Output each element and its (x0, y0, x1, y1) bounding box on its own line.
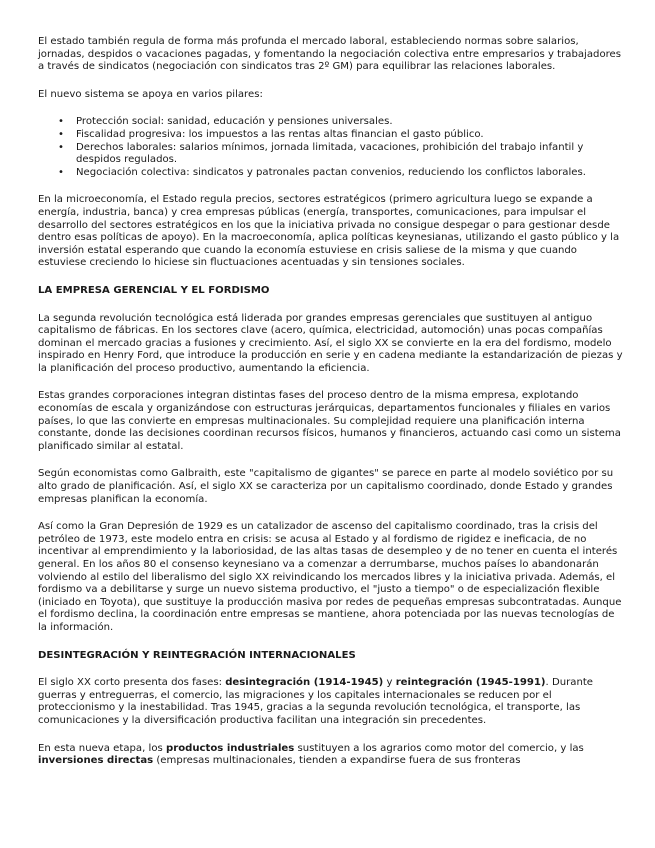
bullet-icon: • (58, 128, 64, 140)
section-heading-integration: DESINTEGRACIÓN Y REINTEGRACIÓN INTERNACIONALES (38, 649, 356, 661)
list-item: • Derechos laborales: salarios mínimos, jornada limitada, vacaciones, prohibición del trabajo infantil y despidos regulados. (76, 142, 623, 167)
list-item: • Negociación colectiva: sindicatos y patronales pactan convenios, reduciendo los conflictos laborales. (76, 167, 623, 180)
paragraph-galbraith: Según economistas como Galbraith, este "capitalismo de gigantes" se parece en parte al modelo soviético por su alto grado de planificación. Así, el siglo XX se caracteriza por un capitalismo coordinado, donde Estado y grandes empresas planifican la economía. (38, 468, 614, 505)
pillars-list (38, 116, 623, 179)
bullet-icon: • (58, 116, 64, 128)
paragraph-new-stage: En esta nueva etapa, los productos industriales sustituyen a los agrarios como motor del comercio, y las inversiones directas (empresas multinacionales, tienden a expandirse fuera de sus fronteras (38, 742, 584, 767)
document-page (38, 36, 623, 783)
section-heading-fordismo: LA EMPRESA GERENCIAL Y EL FORDISMO (38, 284, 270, 296)
list-item: • Fiscalidad progresiva: los impuestos a las rentas altas financian el gasto público. (76, 129, 623, 142)
paragraph-crisis: Así como la Gran Depresión de 1929 es un catalizador de ascenso del capitalismo coordinado, tras la crisis del petróleo de 1973, este modelo entra en crisis: se acusa al Estado y al fordismo de rigidez e ineficacia, de no incentivar al emprendimiento y la laboriosidad, de las altas tasas de desempleo y de no tener en cuenta el interés general. En los años 80 el consenso keynesiano va a comenzar a derrumbarse, muchos países lo abandonarán volviendo al estilo del liberalismo del siglo XX reivindicando los mercados libres y la iniciativa privada. Además, el fordismo va a debilitarse y surge un nuevo sistema productivo, el "justo a tiempo" o de especialización flexible (iniciado en Toyota), que sustituye la producción masiva por redes de pequeñas empresas subcontratadas. Aunque el fordismo declina, la coordinación entre empresas se mantiene, ahora potenciada por las nuevas tecnologías de la información. (38, 521, 622, 633)
paragraph-micro-macro: En la microeconomía, el Estado regula precios, sectores estratégicos (primero agricultura luego se expande a energía, industria, banca) y crea empresas públicas (energía, transportes, comunicaciones, para impulsar el desarrollo del sectores estratégicos en los que la iniciativa privada no consigue despegar o para gestionar desde dentro esas políticas de apoyo). En la macroeconomía, aplica políticas keynesianas, utilizando el gasto público y la inversión estatal esperando que cuando la economía estuviese en crisis saliese de la misma y que cuando estuviese creciendo lo hiciese sin fluctuaciones acentuadas y sin tensiones sociales. (38, 194, 620, 269)
paragraph-pillars-intro: El nuevo sistema se apoya en varios pilares: (38, 88, 263, 100)
bullet-icon: • (58, 166, 64, 178)
paragraph-revolution: La segunda revolución tecnológica está liderada por grandes empresas gerenciales que sustituyen al antiguo capitalismo de fábricas. En los sectores clave (acero, química, electricidad, automoción) unas pocas compañías dominan el mercado gracias a fusiones y crecimiento. Así, el siglo XX se convierte en la era del fordismo, modelo inspirado en Henry Ford, que introduce la producción en serie y en cadena mediante la estandarización de piezas y la planificación del proceso productivo, aumentando la eficiencia. (38, 312, 623, 374)
bullet-icon: • (58, 141, 64, 153)
paragraph-corporations: Estas grandes corporaciones integran distintas fases del proceso dentro de la misma empresa, explotando economías de escala y organizándose con estructuras jerárquicas, departamentos funcionales y filiales en varios países, lo que las convierte en empresas multinacionales. Su complejidad requiere una planificación interna constante, donde las decisiones coordinan recursos físicos, humanos y financieros, actuando casi como un sistema planificado similar al estatal. (38, 390, 621, 452)
paragraph-two-phases: El siglo XX corto presenta dos fases: desintegración (1914-1945) y reintegración (1945-1991). Durante guerras y entreguerras, el comercio, las migraciones y los capitales internacionales se reducen por el proteccionismo y la inestabilidad. Tras 1945, gracias a la segunda revolución tecnológica, el transporte, las comunicaciones y la diversificación productiva facilitan una integración sin precedentes. (38, 677, 594, 726)
paragraph-labor-market: El estado también regula de forma más profunda el mercado laboral, estableciendo normas sobre salarios, jornadas, despidos o vacaciones pagadas, y fomentando la negociación colectiva entre empresarios y trabajadores a través de sindicatos (negociación con sindicatos tras 2º GM) para equilibrar las relaciones laborales. (38, 36, 622, 73)
list-item: • Protección social: sanidad, educación y pensiones universales. (76, 116, 623, 129)
